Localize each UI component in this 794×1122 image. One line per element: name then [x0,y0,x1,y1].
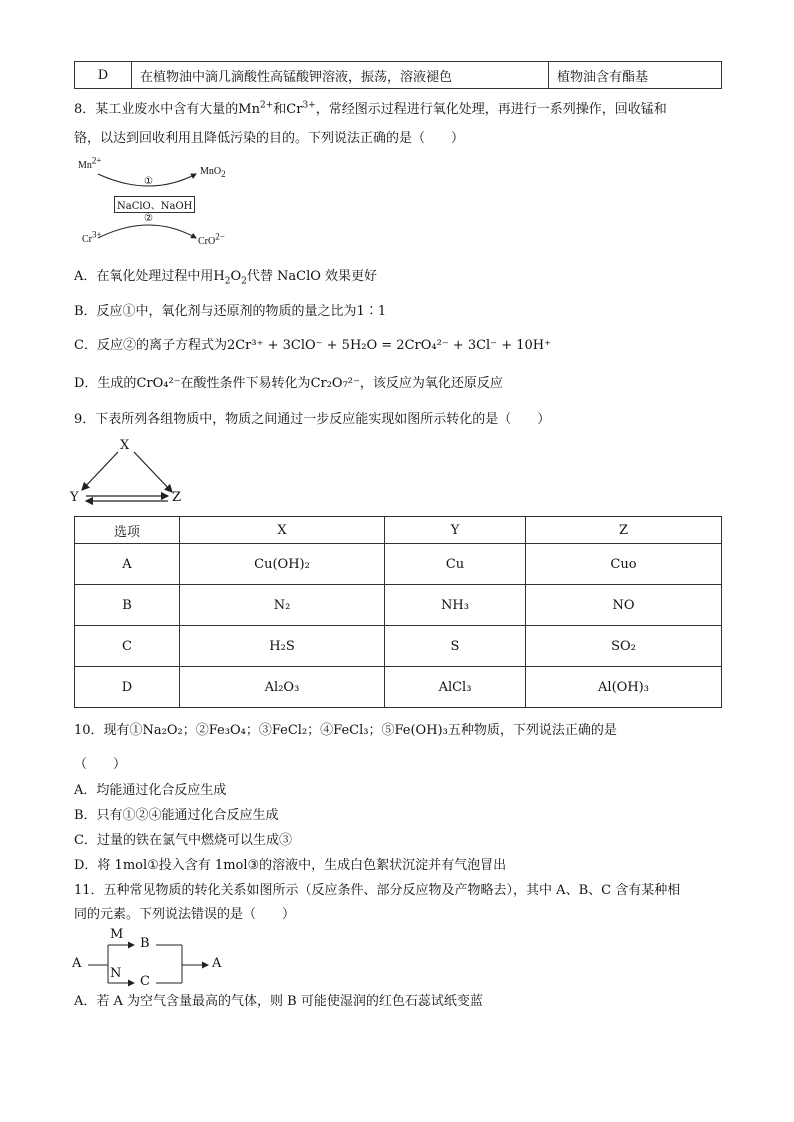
cr-label: $Cr^{3+}$ [82,229,102,245]
abc-flow-diagram [72,928,232,990]
q10-option-c: C．过量的铁在氯气中燃烧可以生成③ [74,833,292,848]
q8-option-d: D．生成的CrO₄²⁻在酸性条件下易转化为Cr₂O₇²⁻，该反应为氧化还原反应 [74,376,503,391]
conclusion-cell: 植物油含有酯基 [549,62,722,89]
table-cell: SO₂ [526,626,722,667]
table-cell: NH₃ [385,585,526,626]
q8-stem-line1: 8．某工业废水中含有大量的$Mn^{2+}$和$Cr^{3+}$，常经图示过程进行氧化处理，再进行一系列操作，回收锰和 [74,100,667,117]
q11-stem-line1: 11．五种常见物质的转化关系如图所示（反应条件、部分反应物及产物略去），其中 A、B、C 含有某种相 [74,883,681,898]
flow-arrows [72,928,232,990]
c-label: C [140,974,150,989]
cro4-label: CrO$^{2-}$ [198,231,225,247]
table-cell: Cuo [526,544,722,585]
mn-label: $Mn^{2+}$ [78,155,102,171]
q10-option-b: B．只有①②④能通过化合反应生成 [74,808,279,823]
table-cell: Al₂O₃ [180,667,385,708]
header-cell: X [180,517,385,544]
header-cell: Y [385,517,526,544]
q10-blank: （ ） [74,757,127,772]
table-cell: Cu [385,544,526,585]
table-row [75,62,722,89]
m-label: M [110,927,124,942]
q11-option-a: A．若 A 为空气含量最高的气体，则 B 可能使湿润的红色石蕊试纸变蓝 [74,994,483,1009]
table-cell: B [75,585,180,626]
header-cell: Z [526,517,722,544]
xyz-triangle-diagram [68,440,188,508]
table-row [75,544,722,585]
step2-label: ② [144,213,153,224]
table-cell: S [385,626,526,667]
header-cell: 选项 [75,517,180,544]
q9-stem: 9．下表所列各组物质中，物质之间通过一步反应能实现如图所示转化的是（ ） [74,412,551,427]
y-label: Y [70,490,79,505]
table-header-row [75,517,722,544]
table-row [75,667,722,708]
mno2-label: MnO$_2$ [200,166,226,179]
table-row [75,626,722,667]
table-cell: D [75,667,180,708]
q11-stem-line2: 同的元素。下列说法错误的是（ ） [74,907,296,922]
z-label: Z [172,490,182,505]
n-label: N [110,966,122,981]
table-cell: Al(OH)₃ [526,667,722,708]
experiment-cell: 在植物油中滴几滴酸性高锰酸钾溶液，振荡，溶液褪色 [132,62,549,89]
q10-option-d: D．将 1mol①投入含有 1mol③的溶液中，生成白色絮状沉淀并有气泡冒出 [74,858,507,873]
q8-option-b: B．反应①中，氧化剂与还原剂的物质的量之比为1∶1 [74,304,387,319]
step1-label: ① [144,176,153,187]
option-cell: D [75,62,132,89]
a-right-label: A [212,956,222,971]
q8-option-a: A．在氧化处理过程中用$H_2O_2$代替 NaClO 效果更好 [74,269,378,287]
q9-table [74,516,722,708]
table-cell: Cu(OH)₂ [180,544,385,585]
reagents-box: NaClO、NaOH [114,196,195,213]
table-cell: NO [526,585,722,626]
table-cell: C [75,626,180,667]
b-label: B [140,936,150,951]
prev-question-table [74,61,722,89]
table-cell: A [75,544,180,585]
a-left-label: A [72,956,82,971]
table-cell: H₂S [180,626,385,667]
q10-option-a: A．均能通过化合反应生成 [74,783,227,798]
table-row [75,585,722,626]
q8-stem-line2: 铬，以达到回收利用且降低污染的目的。下列说法正确的是（ ） [74,131,465,146]
table-cell: AlCl₃ [385,667,526,708]
table-cell: N₂ [180,585,385,626]
x-label: X [120,438,130,453]
q8-option-c: C．反应②的离子方程式为2Cr³⁺ + 3ClO⁻ + 5H₂O = 2CrO₄²⁻ + 3Cl⁻ + 10H⁺ [74,338,551,353]
redox-diagram [78,155,248,250]
q10-stem: 10．现有①Na₂O₂；②Fe₃O₄；③FeCl₂；④FeCl₃；⑤Fe(OH)₃五种物质，下列说法正确的是 [74,723,617,738]
